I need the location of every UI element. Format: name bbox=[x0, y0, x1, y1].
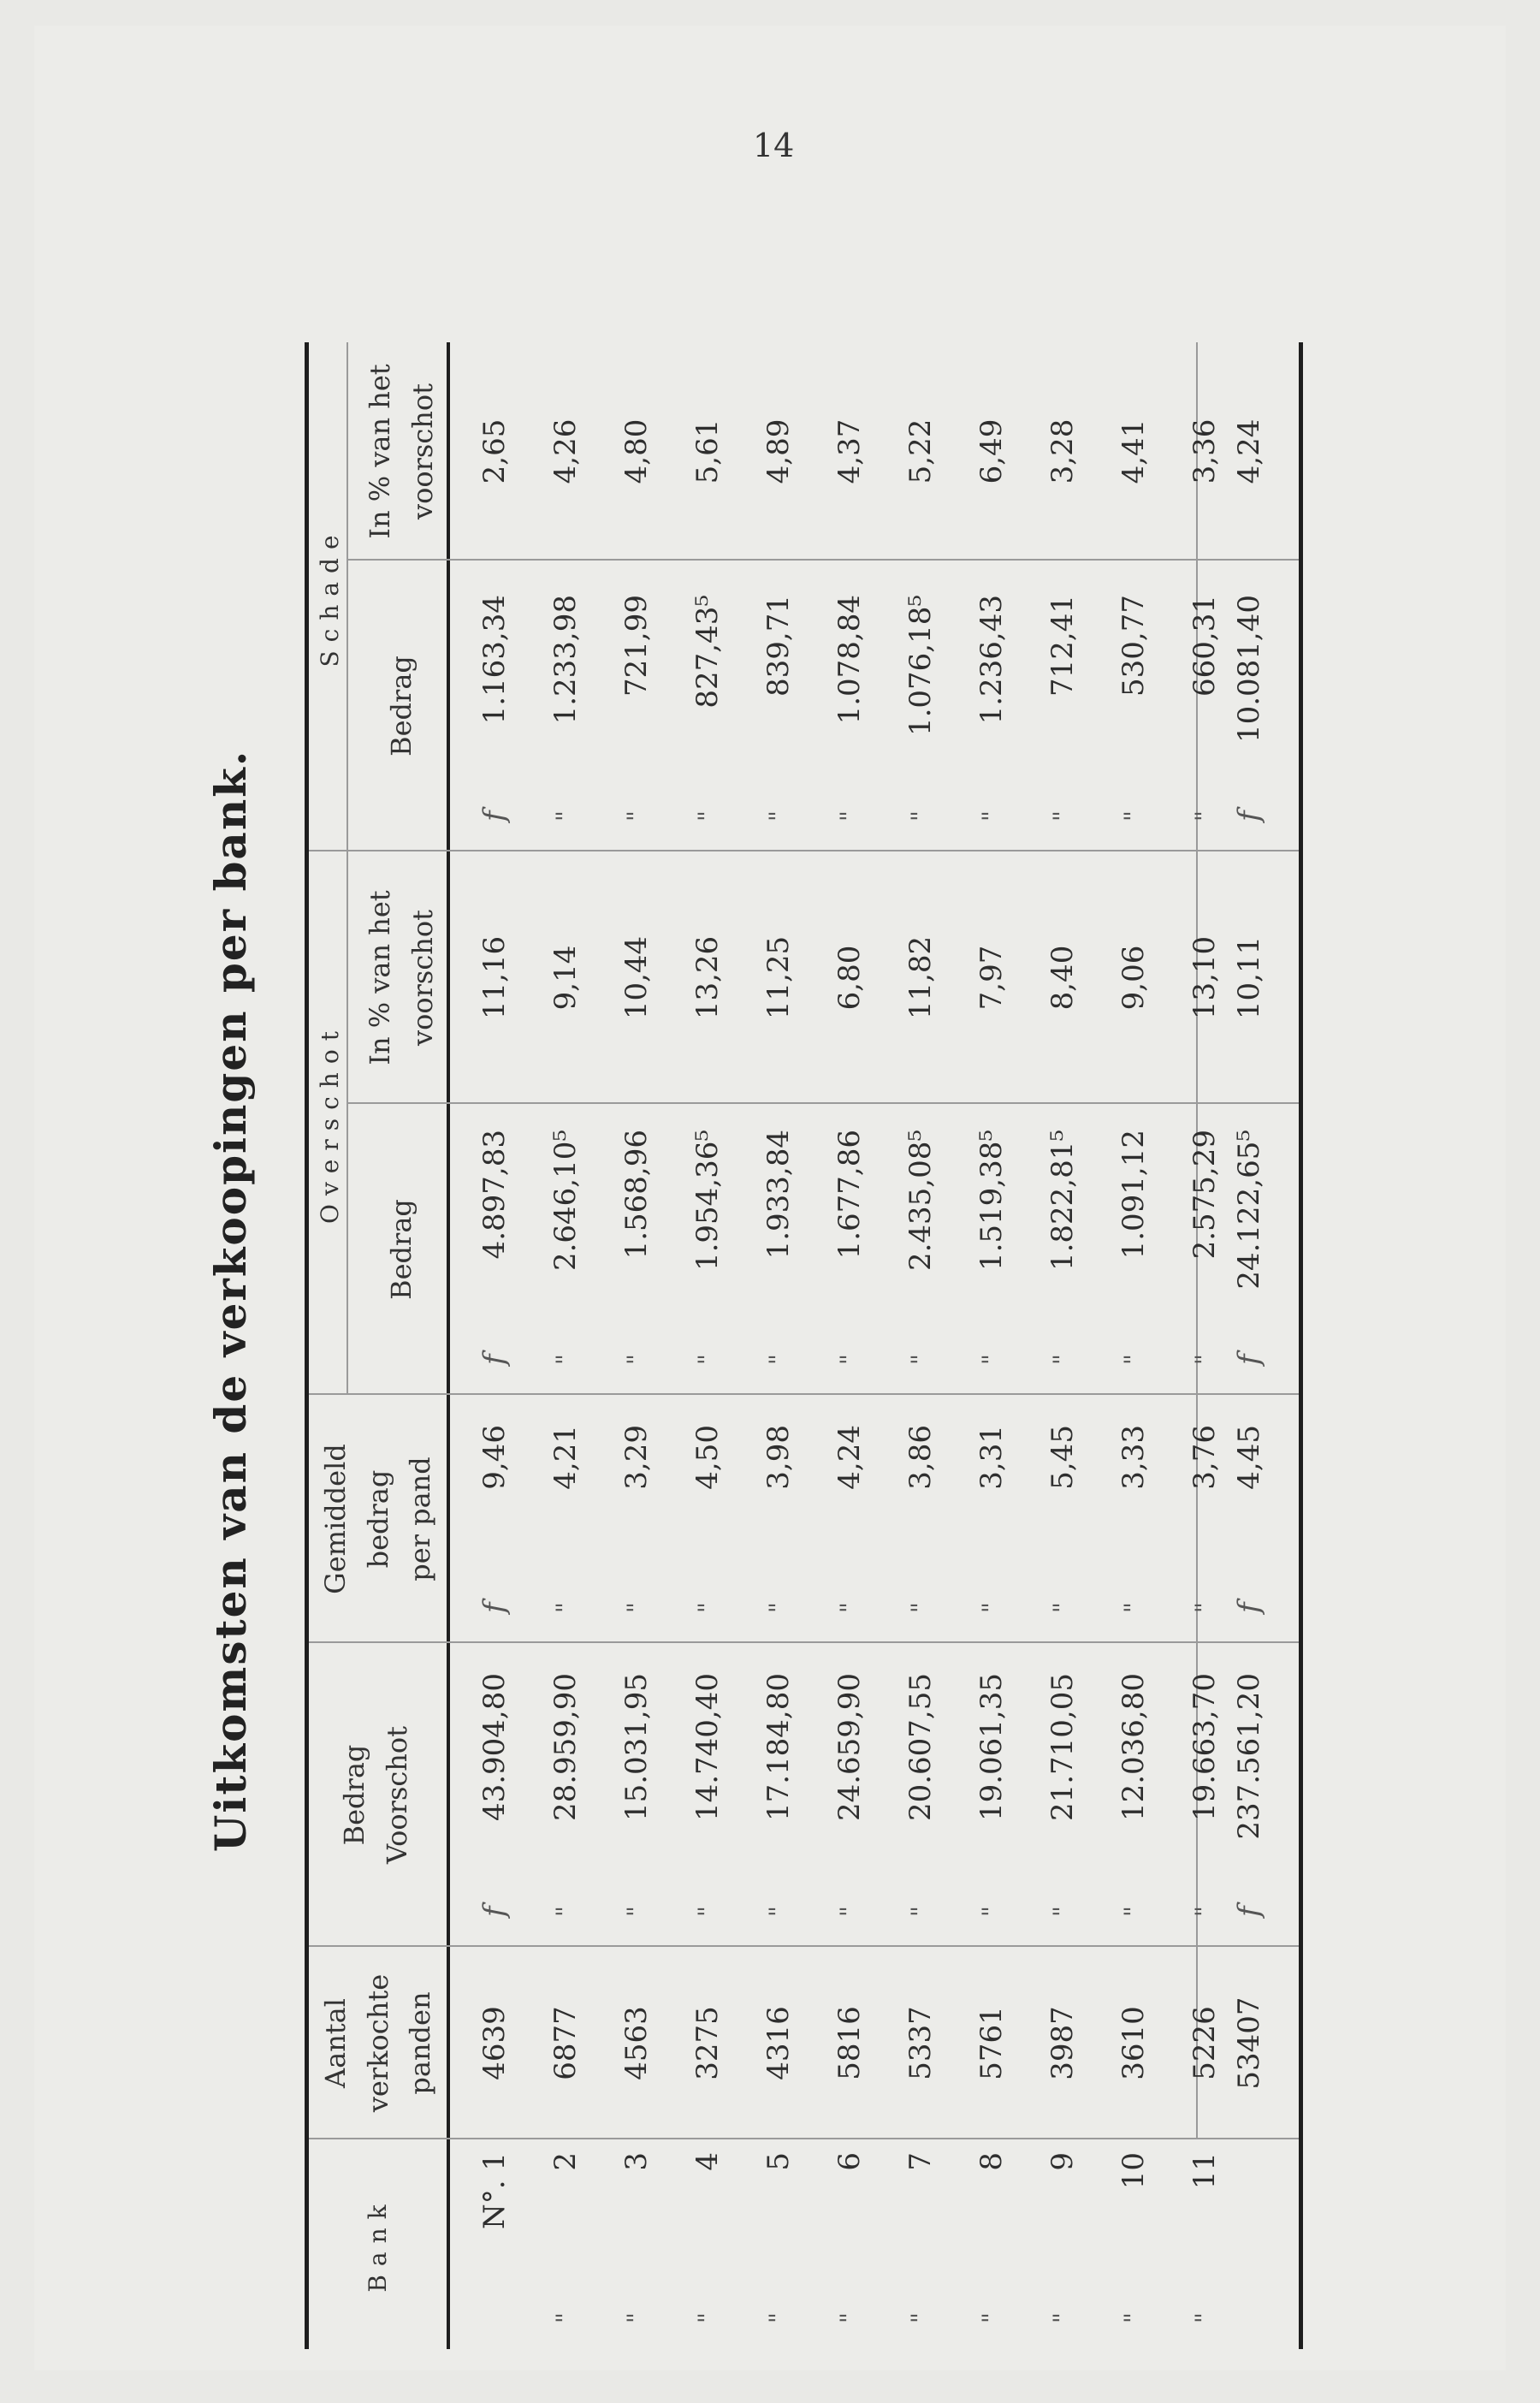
cell-voorschot: 24.659,90 bbox=[832, 1673, 867, 1822]
ditto-mark: " bbox=[1048, 2312, 1076, 2323]
bank-label: 10 bbox=[1116, 2152, 1151, 2190]
cell-schade-pct: 3,36 bbox=[1188, 418, 1222, 484]
bank-label: 4 bbox=[690, 2152, 725, 2171]
document-page bbox=[34, 26, 1506, 2370]
cell-gemiddeld: 5,45 bbox=[1045, 1425, 1080, 1490]
cell-gemiddeld: 9,46 bbox=[477, 1425, 512, 1490]
ditto-mark: " bbox=[1048, 1906, 1076, 1917]
table-title: Uitkomsten van de verkoopingen per bank. bbox=[205, 749, 256, 1853]
cell-voorschot: 15.031,95 bbox=[619, 1673, 654, 1822]
cell-overschot: 1.568,96 bbox=[619, 1130, 654, 1260]
bank-label: 2 bbox=[548, 2152, 583, 2171]
ditto-mark: " bbox=[1190, 810, 1218, 822]
cell-aantal: 3987 bbox=[1045, 2006, 1080, 2080]
cell-schade-pct: 5,22 bbox=[903, 418, 938, 484]
florin-sign: f bbox=[1232, 1906, 1266, 1917]
cell-schade: 721,99 bbox=[619, 595, 654, 697]
cell-voorschot: 20.607,55 bbox=[903, 1673, 938, 1822]
florin-sign: f bbox=[1232, 810, 1266, 822]
header-bank: Bank bbox=[364, 2196, 392, 2293]
header-bedrag-voorschot: Bedrag Voorschot bbox=[338, 1725, 413, 1865]
total-voorschot: 237.561,20 bbox=[1232, 1673, 1266, 1840]
cell-gemiddeld: 4,24 bbox=[832, 1425, 867, 1490]
cell-aantal: 4316 bbox=[761, 2006, 796, 2080]
ditto-mark: " bbox=[977, 1906, 1005, 1917]
total-schade-pct: 4,24 bbox=[1232, 418, 1266, 484]
bank-label: N°. 1 bbox=[477, 2152, 512, 2229]
ditto-mark: " bbox=[551, 1354, 579, 1365]
ditto-mark: " bbox=[835, 1354, 863, 1365]
ditto-mark: " bbox=[835, 1906, 863, 1917]
ditto-mark: " bbox=[1119, 1354, 1147, 1365]
cell-schade-pct: 4,26 bbox=[548, 418, 583, 484]
cell-voorschot: 21.710,05 bbox=[1045, 1673, 1080, 1822]
cell-overschot-pct: 13,10 bbox=[1188, 935, 1222, 1020]
header-schade: Schade bbox=[316, 526, 344, 668]
bank-label: 7 bbox=[903, 2152, 938, 2171]
cell-schade: 712,41 bbox=[1045, 595, 1080, 697]
cell-gemiddeld: 4,50 bbox=[690, 1425, 725, 1490]
ditto-mark: " bbox=[622, 1354, 650, 1365]
ditto-mark: " bbox=[764, 1602, 792, 1613]
ditto-mark: " bbox=[693, 1906, 721, 1917]
total-overschot: 24.122,65⁵ bbox=[1232, 1130, 1266, 1290]
cell-schade-pct: 4,37 bbox=[832, 418, 867, 484]
ditto-mark: " bbox=[1048, 1602, 1076, 1613]
cell-overschot: 1.954,36⁵ bbox=[690, 1130, 725, 1272]
bank-label: 8 bbox=[974, 2152, 1009, 2171]
florin-sign: f bbox=[477, 1354, 512, 1365]
ditto-mark: " bbox=[551, 810, 579, 822]
ditto-mark: " bbox=[1119, 810, 1147, 822]
total-overschot-pct: 10,11 bbox=[1232, 935, 1266, 1020]
cell-schade: 530,77 bbox=[1116, 595, 1151, 697]
cell-gemiddeld: 3,29 bbox=[619, 1425, 654, 1490]
ditto-mark: " bbox=[764, 810, 792, 822]
header-aantal: Aantal verkochte panden bbox=[319, 1973, 437, 2113]
ditto-mark: " bbox=[835, 1602, 863, 1613]
ditto-mark: " bbox=[764, 2312, 792, 2323]
cell-gemiddeld: 3,86 bbox=[903, 1425, 938, 1490]
cell-gemiddeld: 3,31 bbox=[974, 1425, 1009, 1490]
ditto-mark: " bbox=[906, 1906, 934, 1917]
header-schade-pct: In % van het voorschot bbox=[364, 364, 439, 539]
cell-overschot-pct: 10,44 bbox=[619, 935, 654, 1020]
cell-overschot: 1.677,86 bbox=[832, 1130, 867, 1260]
ditto-mark: " bbox=[551, 1906, 579, 1917]
cell-schade-pct: 6,49 bbox=[974, 418, 1009, 484]
cell-schade: 1.163,34 bbox=[477, 595, 512, 725]
cell-aantal: 5816 bbox=[832, 2006, 867, 2080]
header-overschot: Overschot bbox=[316, 1023, 344, 1224]
cell-schade-pct: 3,28 bbox=[1045, 418, 1080, 484]
cell-overschot: 2.575,29 bbox=[1188, 1130, 1222, 1260]
cell-gemiddeld: 3,33 bbox=[1116, 1425, 1151, 1490]
cell-aantal: 4639 bbox=[477, 2006, 512, 2080]
ditto-mark: " bbox=[1119, 1906, 1147, 1917]
cell-overschot: 1.822,81⁵ bbox=[1045, 1130, 1080, 1272]
cell-overschot: 2.435,08⁵ bbox=[903, 1130, 938, 1272]
ditto-mark: " bbox=[551, 1602, 579, 1613]
top-rule bbox=[305, 342, 309, 2349]
ditto-mark: " bbox=[1190, 2312, 1218, 2323]
florin-sign: f bbox=[477, 1906, 512, 1917]
ditto-mark: " bbox=[622, 810, 650, 822]
ditto-mark: " bbox=[764, 1906, 792, 1917]
bank-label: 6 bbox=[832, 2152, 867, 2171]
cell-schade-pct: 4,41 bbox=[1116, 418, 1151, 484]
ditto-mark: " bbox=[977, 2312, 1005, 2323]
cell-voorschot: 12.036,80 bbox=[1116, 1673, 1151, 1822]
ditto-mark: " bbox=[693, 1354, 721, 1365]
cell-aantal: 5761 bbox=[974, 2006, 1009, 2080]
cell-schade: 660,31 bbox=[1188, 595, 1222, 697]
cell-schade: 1.076,18⁵ bbox=[903, 595, 938, 737]
ditto-mark: " bbox=[1048, 1354, 1076, 1365]
ditto-mark: " bbox=[1190, 1906, 1218, 1917]
cell-schade-pct: 2,65 bbox=[477, 418, 512, 484]
cell-schade-pct: 4,80 bbox=[619, 418, 654, 484]
cell-gemiddeld: 4,21 bbox=[548, 1425, 583, 1490]
cell-voorschot: 14.740,40 bbox=[690, 1673, 725, 1822]
cell-gemiddeld: 3,98 bbox=[761, 1425, 796, 1490]
total-schade: 10.081,40 bbox=[1232, 595, 1266, 744]
cell-voorschot: 19.663,70 bbox=[1188, 1673, 1222, 1822]
header-bottom-rule bbox=[447, 342, 450, 2349]
cell-overschot-pct: 9,14 bbox=[548, 945, 583, 1011]
cell-overschot: 4.897,83 bbox=[477, 1130, 512, 1260]
cell-overschot-pct: 8,40 bbox=[1045, 945, 1080, 1011]
ditto-mark: " bbox=[622, 1602, 650, 1613]
ditto-mark: " bbox=[835, 810, 863, 822]
cell-schade: 1.233,98 bbox=[548, 595, 583, 725]
bank-label: 11 bbox=[1188, 2152, 1222, 2190]
ditto-mark: " bbox=[764, 1354, 792, 1365]
cell-voorschot: 19.061,35 bbox=[974, 1673, 1009, 1822]
total-aantal: 53407 bbox=[1232, 1997, 1266, 2090]
header-overschot-bedrag: Bedrag bbox=[385, 1199, 418, 1300]
ditto-mark: " bbox=[622, 1906, 650, 1917]
ditto-mark: " bbox=[693, 2312, 721, 2323]
ditto-mark: " bbox=[1190, 1354, 1218, 1365]
cell-schade-pct: 4,89 bbox=[761, 418, 796, 484]
header-overschot-pct: In % van het voorschot bbox=[364, 890, 439, 1065]
cell-overschot-pct: 11,16 bbox=[477, 935, 512, 1020]
ditto-mark: " bbox=[1048, 810, 1076, 822]
cell-aantal: 3610 bbox=[1116, 2006, 1151, 2080]
ditto-mark: " bbox=[977, 1602, 1005, 1613]
bank-label: 5 bbox=[761, 2152, 796, 2171]
page-number: 14 bbox=[753, 127, 795, 164]
cell-overschot-pct: 7,97 bbox=[974, 945, 1009, 1011]
ditto-mark: " bbox=[1190, 1602, 1218, 1613]
ditto-mark: " bbox=[977, 810, 1005, 822]
cell-schade: 1.078,84 bbox=[832, 595, 867, 725]
cell-overschot-pct: 9,06 bbox=[1116, 945, 1151, 1011]
cell-voorschot: 43.904,80 bbox=[477, 1673, 512, 1822]
cell-schade: 1.236,43 bbox=[974, 595, 1009, 725]
cell-gemiddeld: 3,76 bbox=[1188, 1425, 1222, 1490]
cell-schade: 839,71 bbox=[761, 595, 796, 697]
total-gemiddeld: 4,45 bbox=[1232, 1425, 1266, 1490]
ditto-mark: " bbox=[622, 2312, 650, 2323]
ditto-mark: " bbox=[906, 1602, 934, 1613]
cell-overschot: 1.519,38⁵ bbox=[974, 1130, 1009, 1272]
cell-overschot-pct: 11,82 bbox=[903, 935, 938, 1020]
bank-label: 9 bbox=[1045, 2152, 1080, 2171]
ditto-mark: " bbox=[835, 2312, 863, 2323]
header-gemiddeld: Gemiddeld bedrag per pand bbox=[319, 1444, 437, 1594]
florin-sign: f bbox=[1232, 1354, 1266, 1365]
ditto-mark: " bbox=[693, 810, 721, 822]
rotated-table bbox=[205, 252, 1403, 2349]
ditto-mark: " bbox=[551, 2312, 579, 2323]
cell-aantal: 5337 bbox=[903, 2006, 938, 2080]
cell-overschot-pct: 11,25 bbox=[761, 935, 796, 1020]
cell-overschot: 1.091,12 bbox=[1116, 1130, 1151, 1260]
ditto-mark: " bbox=[906, 810, 934, 822]
bottom-rule bbox=[1299, 342, 1303, 2349]
ditto-mark: " bbox=[977, 1354, 1005, 1365]
cell-voorschot: 17.184,80 bbox=[761, 1673, 796, 1822]
florin-sign: f bbox=[477, 1602, 512, 1613]
bank-label: 3 bbox=[619, 2152, 654, 2171]
cell-overschot: 2.646,10⁵ bbox=[548, 1130, 583, 1272]
header-schade-bedrag: Bedrag bbox=[385, 656, 418, 756]
cell-aantal: 6877 bbox=[548, 2006, 583, 2080]
ditto-mark: " bbox=[906, 1354, 934, 1365]
cell-overschot-pct: 6,80 bbox=[832, 945, 867, 1011]
cell-voorschot: 28.959,90 bbox=[548, 1673, 583, 1822]
cell-schade: 827,43⁵ bbox=[690, 595, 725, 709]
cell-overschot: 1.933,84 bbox=[761, 1130, 796, 1260]
cell-overschot-pct: 13,26 bbox=[690, 935, 725, 1020]
cell-aantal: 3275 bbox=[690, 2006, 725, 2080]
cell-aantal: 5226 bbox=[1188, 2006, 1222, 2080]
cell-schade-pct: 5,61 bbox=[690, 418, 725, 484]
florin-sign: f bbox=[477, 810, 512, 822]
florin-sign: f bbox=[1232, 1602, 1266, 1613]
cell-aantal: 4563 bbox=[619, 2006, 654, 2080]
ditto-mark: " bbox=[1119, 2312, 1147, 2323]
ditto-mark: " bbox=[1119, 1602, 1147, 1613]
ditto-mark: " bbox=[693, 1602, 721, 1613]
ditto-mark: " bbox=[906, 2312, 934, 2323]
